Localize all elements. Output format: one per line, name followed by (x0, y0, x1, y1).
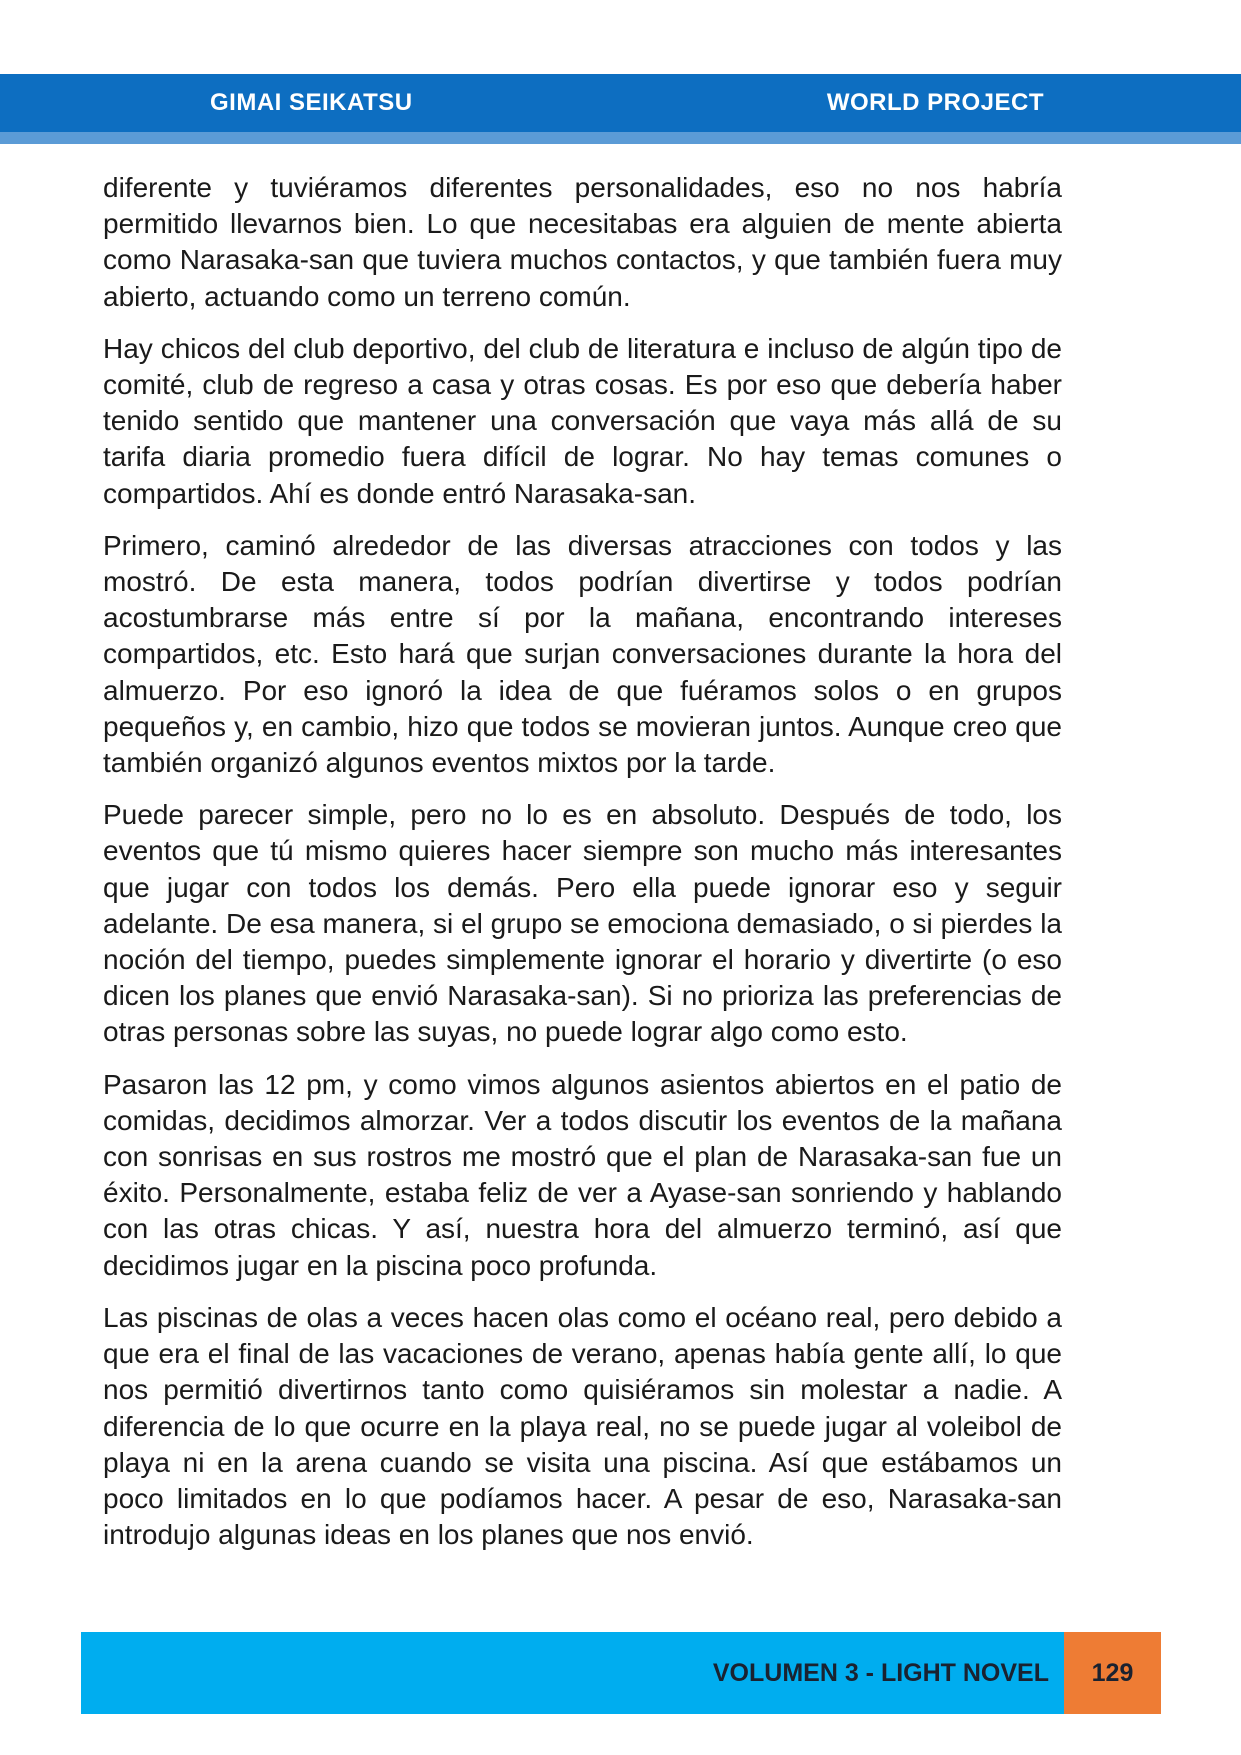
paragraph: Puede parecer simple, pero no lo es en absoluto. Después de todo, los eventos que tú mismo quieres hacer siempre son mucho más interesantes que jugar con todos los demás. Pero ella puede ignorar eso y seguir adelante. De esa manera, si el grupo se emociona demasiado, o si pierdes la noción del tiempo, puedes simplemente ignorar el horario y divertirte (o eso dicen los planes que envió Narasaka-san). Si no prioriza las preferencias de otras personas sobre las suyas, no puede lograr algo como esto. (103, 799, 1062, 1048)
header-band (0, 74, 1241, 132)
paragraph: Primero, caminó alrededor de las diversas atracciones con todos y las mostró. De esta manera, todos podrían divertirse y todos podrían acostumbrarse más entre sí por la mañana, encontrando intereses compartidos, etc. Esto hará que surjan conversaciones durante la hora del almuerzo. Por eso ignoró la idea de que fuéramos solos o en grupos pequeños y, en cambio, hizo que todos se movieran juntos. Aunque creo que también organizó algunos eventos mixtos por la tarde. (103, 529, 1062, 779)
page-body-text (103, 170, 1062, 1569)
paragraph: diferente y tuviéramos diferentes personalidades, eso no nos habría permitido llevarnos bien. Lo que necesitabas era alguien de mente abierta como Narasaka-san que tuviera muchos contactos, y que también fuera muy abierto, actuando como un terreno común. (103, 172, 1062, 312)
header-accent-strip (0, 132, 1241, 144)
header-series-title: GIMAI SEIKATSU (210, 89, 413, 116)
page-number: 129 (1091, 1659, 1134, 1687)
footer-volume-title: VOLUMEN 3 - LIGHT NOVEL (712, 1659, 1049, 1687)
paragraph: Pasaron las 12 pm, y como vimos algunos asientos abiertos en el patio de comidas, decidimos almorzar. Ver a todos discutir los eventos de la mañana con sonrisas en sus rostros me mostró que el plan de Narasaka-san fue un éxito. Personalmente, estaba feliz de ver a Ayase-san sonriendo y hablando con las otras chicas. Y así, nuestra hora del almuerzo terminó, así que decidimos jugar en la piscina poco profunda. (103, 1068, 1062, 1281)
paragraph: Hay chicos del club deportivo, del club de literatura e incluso de algún tipo de comité, club de regreso a casa y otras cosas. Es por eso que debería haber tenido sentido que mantener una conversación que vaya más allá de su tarifa diaria promedio fuera difícil de lograr. No hay temas comunes o compartidos. Ahí es donde entró Narasaka-san. (103, 332, 1062, 509)
header-project-title: WORLD PROJECT (826, 89, 1044, 116)
paragraph: Las piscinas de olas a veces hacen olas como el océano real, pero debido a que era el final de las vacaciones de verano, apenas había gente allí, lo que nos permitió divertirnos tanto como quisiéramos sin molestar a nadie. A diferencia de lo que ocurre en la playa real, no se puede jugar al voleibol de playa ni en la arena cuando se visita una piscina. Así que estábamos un poco limitados en lo que podíamos hacer. A pesar de eso, Narasaka-san introdujo algunas ideas en los planes que nos envió. (103, 1301, 1062, 1551)
